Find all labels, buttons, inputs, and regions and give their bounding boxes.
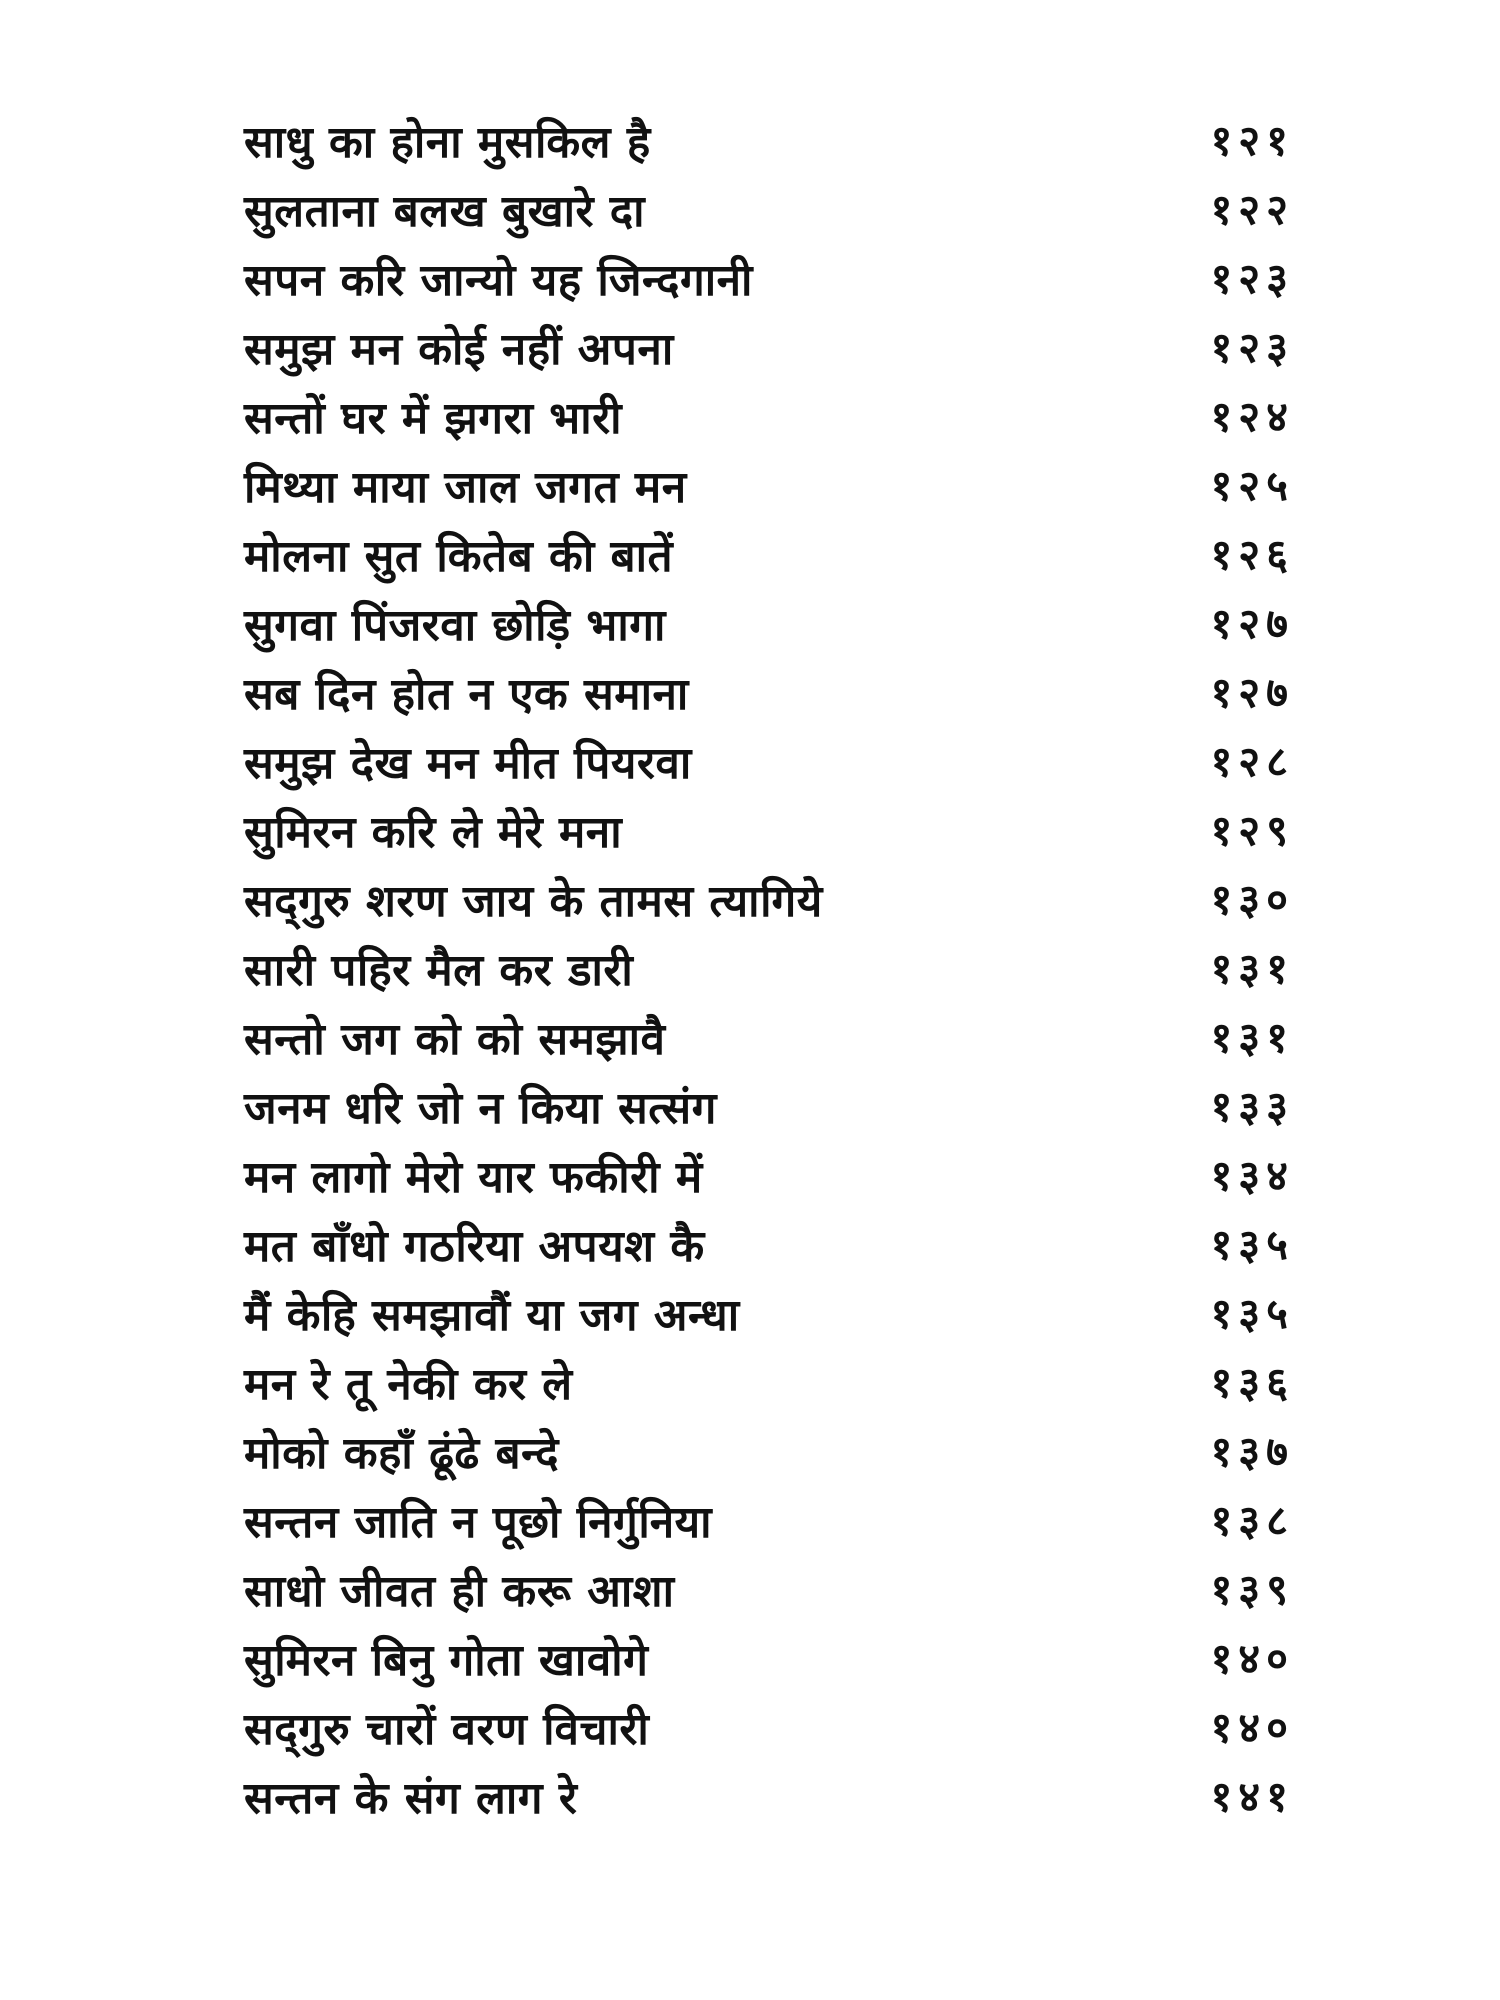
toc-page-number: १४० [1210,1703,1294,1752]
toc-row [244,1554,1294,1623]
toc-page-number: १३८ [1210,1496,1294,1545]
toc-page-number: १२६ [1210,530,1294,579]
toc-row [244,1347,1294,1416]
toc-entry-title: मन रे तू नेकी कर ले [244,1358,573,1410]
toc-entry-title: मोलना सुत कितेब की बातें [244,530,674,582]
toc-row [244,174,1294,243]
toc-row [244,519,1294,588]
toc-entry-title: मत बाँधो गठरिया अपयश कै [244,1220,705,1272]
toc-row [244,1485,1294,1554]
toc-entry-title: सद्‌गुरु चारों वरण विचारी [244,1703,650,1755]
toc-entry-title: जनम धरि जो न किया सत्संग [244,1082,717,1134]
toc-page-number: १२३ [1210,254,1294,303]
toc-page-number: १२१ [1210,116,1294,165]
toc-page-number: १२८ [1210,737,1294,786]
toc-page-number: १२४ [1210,392,1294,441]
toc-entry-title: सन्तन जाति न पूछो निर्गुनिया [244,1496,713,1548]
toc-entry-title: सन्तो जग को को समझावै [244,1013,666,1065]
toc-row [244,1140,1294,1209]
toc-page-number: १३३ [1210,1082,1294,1131]
toc-entry-title: सपन करि जान्यो यह जिन्दगानी [244,254,753,306]
toc-entry-title: समुझ देख मन मीत पियरवा [244,737,692,789]
toc-page-number: १३० [1210,875,1294,924]
toc-page-number: १४१ [1210,1772,1294,1821]
toc-entry-title: सुमिरन करि ले मेरे मना [244,806,623,858]
toc-page-number: १२७ [1210,599,1294,648]
toc-entry-title: मोको कहाँ ढूंढे बन्दे [244,1427,560,1479]
toc-entry-title: मन लागो मेरो यार फकीरी में [244,1151,703,1203]
toc-page-number: १२५ [1210,461,1294,510]
toc-page-number: १३५ [1210,1220,1294,1269]
toc-row [244,933,1294,1002]
toc-page-number: १३९ [1210,1565,1294,1614]
toc-row [244,243,1294,312]
toc-row [244,1278,1294,1347]
toc-row [244,1071,1294,1140]
toc-row [244,726,1294,795]
toc-row [244,450,1294,519]
toc-entry-title: सब दिन होत न एक समाना [244,668,689,720]
toc-row [244,1692,1294,1761]
toc-entry-title: समुझ मन कोई नहीं अपना [244,323,674,375]
toc-page-number: १३५ [1210,1289,1294,1338]
toc-entry-title: सारी पहिर मैल कर डारी [244,944,634,996]
toc-row [244,657,1294,726]
toc-entry-title: सद्‌गुरु शरण जाय के तामस त्यागिये [244,875,823,927]
toc-entry-title: सुलताना बलख बुखारे दा [244,185,646,237]
toc-row [244,795,1294,864]
toc-entry-title: मिथ्या माया जाल जगत मन [244,461,687,513]
toc-page-number: १३६ [1210,1358,1294,1407]
toc-page-number: १२२ [1210,185,1294,234]
toc-row [244,1761,1294,1830]
toc-entry-title: मैं केहि समझावौं या जग अन्धा [244,1289,740,1341]
toc-row [244,1002,1294,1071]
toc-entry-title: साधो जीवत ही करू आशा [244,1565,675,1617]
toc-row [244,312,1294,381]
toc-page-number: १३४ [1210,1151,1294,1200]
toc-row [244,105,1294,174]
toc-page-number: १२९ [1210,806,1294,855]
toc-entry-title: सन्तन के संग लाग रे [244,1772,578,1824]
toc-page-number: १३१ [1210,1013,1294,1062]
toc-row [244,864,1294,933]
toc-entry-title: सुमिरन बिनु गोता खावोगे [244,1634,649,1686]
toc-entry-title: सन्तों घर में झगरा भारी [244,392,623,444]
toc-entry-title: साधु का होना मुसकिल है [244,116,651,168]
toc-entry-title: सुगवा पिंजरवा छोड़ि भागा [244,599,666,651]
toc-row [244,1209,1294,1278]
table-of-contents [244,105,1294,1830]
toc-row [244,381,1294,450]
toc-page-number: १३७ [1210,1427,1294,1476]
toc-row [244,588,1294,657]
toc-row [244,1416,1294,1485]
toc-page-number: १४० [1210,1634,1294,1683]
toc-page-number: १२३ [1210,323,1294,372]
toc-page-number: १२७ [1210,668,1294,717]
toc-row [244,1623,1294,1692]
toc-page-number: १३१ [1210,944,1294,993]
